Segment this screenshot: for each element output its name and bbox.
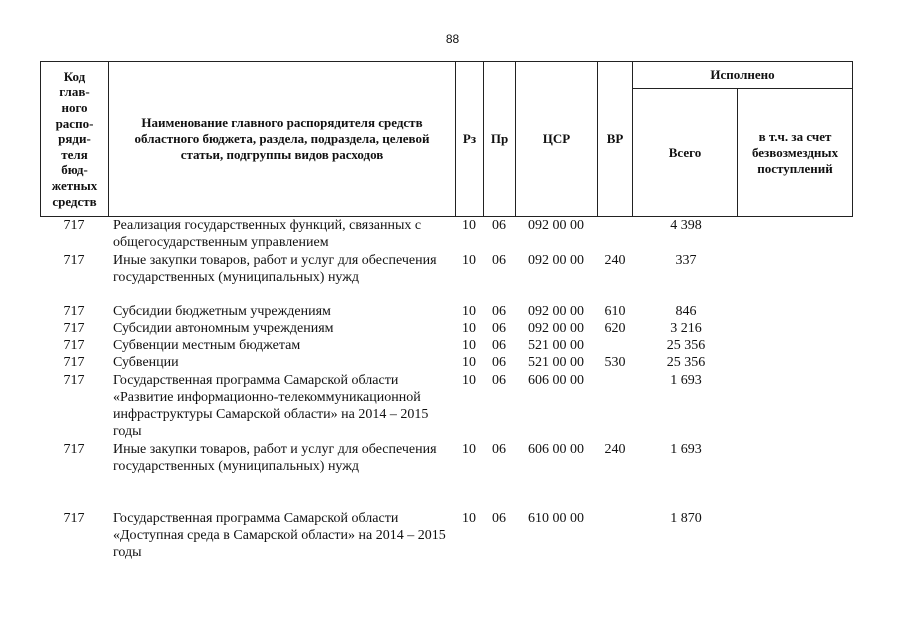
row-pr: 06 (492, 253, 506, 268)
header-code-line: Код (63, 68, 86, 84)
row-rz: 10 (462, 442, 476, 457)
header-vline (108, 61, 109, 217)
row-total: 4 398 (670, 218, 702, 233)
row-total: 25 356 (666, 355, 706, 370)
row-code: 717 (63, 253, 85, 268)
row-pr: 06 (492, 304, 506, 319)
row-rz: 10 (462, 355, 476, 370)
header-vline (852, 61, 853, 217)
row-name: Субсидии бюджетным учреждениям (113, 304, 331, 319)
header-code-line: средств (52, 193, 97, 209)
row-code: 717 (63, 218, 85, 233)
row-csr: 610 00 00 (528, 511, 584, 526)
row-name: Субсидии автономным учреждениям (113, 321, 334, 336)
header-vr: ВР (606, 131, 624, 146)
row-vr: 530 (604, 355, 626, 370)
header-code-line: глав- (59, 84, 90, 100)
row-code: 717 (63, 355, 85, 370)
row-total: 25 356 (666, 338, 706, 353)
row-total: 3 216 (670, 321, 702, 336)
header-name: Наименование главного распорядителя средств областного бюджета, раздела, подраздела, целевой статьи, подгруппы видов расходов (134, 115, 430, 162)
header-code-line: распо- (55, 115, 94, 131)
row-rz: 10 (462, 338, 476, 353)
row-rz: 10 (462, 373, 476, 388)
header-rz: Рз (462, 131, 477, 146)
row-csr: 092 00 00 (528, 321, 584, 336)
row-vr: 620 (604, 321, 626, 336)
header-vline (737, 88, 738, 217)
row-rz: 10 (462, 321, 476, 336)
row-name: Иные закупки товаров, работ и услуг для обеспечения государственных (муниципальных) нужд (113, 442, 437, 474)
page-number: 88 (445, 32, 460, 46)
row-csr: 092 00 00 (528, 253, 584, 268)
row-name: Государственная программа Самарской области «Доступная среда в Самарской области» на 2014 – 2015 годы (113, 511, 446, 560)
row-csr: 092 00 00 (528, 304, 584, 319)
row-name: Субвенции (113, 355, 179, 370)
row-code: 717 (63, 304, 85, 319)
row-rz: 10 (462, 511, 476, 526)
row-code: 717 (63, 373, 85, 388)
header-total: Всего (668, 144, 702, 160)
header-free-receipts: в т.ч. за счет безвозмездных поступлений (751, 128, 839, 176)
row-rz: 10 (462, 253, 476, 268)
row-pr: 06 (492, 321, 506, 336)
row-pr: 06 (492, 373, 506, 388)
row-total: 846 (675, 304, 697, 319)
header-executed: Исполнено (710, 67, 775, 82)
row-pr: 06 (492, 442, 506, 457)
row-vr: 240 (604, 253, 626, 268)
row-code: 717 (63, 321, 85, 336)
row-total: 337 (675, 253, 697, 268)
row-total: 1 870 (670, 511, 702, 526)
row-csr: 521 00 00 (528, 338, 584, 353)
row-vr: 240 (604, 442, 626, 457)
row-vr: 610 (604, 304, 626, 319)
row-csr: 092 00 00 (528, 218, 584, 233)
row-pr: 06 (492, 338, 506, 353)
row-code: 717 (63, 511, 85, 526)
header-code-line: ного (61, 100, 88, 116)
row-code: 717 (63, 442, 85, 457)
header-pr: Пр (490, 131, 509, 146)
row-name: Иные закупки товаров, работ и услуг для обеспечения государственных (муниципальных) нужд (113, 253, 437, 285)
header-code-line: жетных (51, 177, 98, 193)
row-pr: 06 (492, 218, 506, 233)
row-name: Государственная программа Самарской области «Развитие информационно-телекоммуникационной инфраструктуры Самарской области» на 2014 – 2015 годы (113, 373, 429, 439)
row-name: Реализация государственных функций, связанных с общегосударственным управлением (113, 218, 422, 250)
header-code-line: ряди- (58, 131, 91, 147)
row-pr: 06 (492, 511, 506, 526)
row-csr: 521 00 00 (528, 355, 584, 370)
row-code: 717 (63, 338, 85, 353)
row-total: 1 693 (670, 442, 702, 457)
header-code-line: теля (61, 146, 88, 162)
row-csr: 606 00 00 (528, 442, 584, 457)
row-total: 1 693 (670, 373, 702, 388)
row-rz: 10 (462, 304, 476, 319)
row-rz: 10 (462, 218, 476, 233)
header-csr: ЦСР (542, 131, 571, 146)
row-csr: 606 00 00 (528, 373, 584, 388)
header-code (41, 62, 108, 216)
header-code-line: бюд- (61, 162, 88, 178)
row-pr: 06 (492, 355, 506, 370)
row-name: Субвенции местным бюджетам (113, 338, 301, 353)
